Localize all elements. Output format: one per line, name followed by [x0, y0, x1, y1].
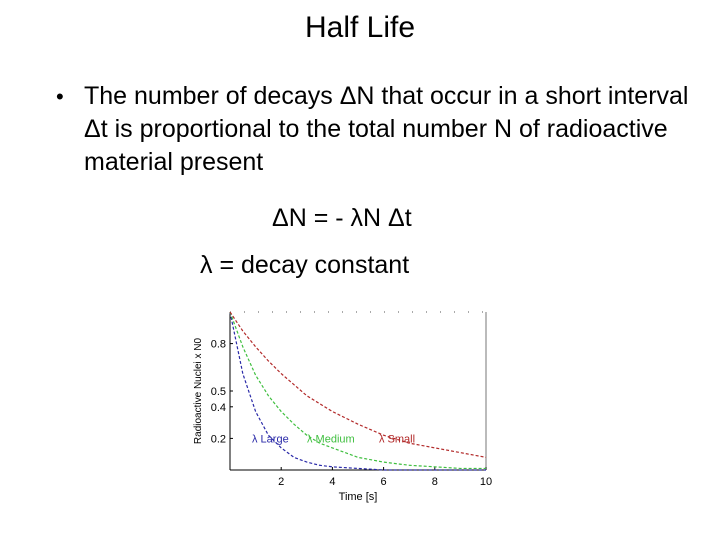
slide-title: Half Life — [304, 11, 416, 44]
bullet-point — [56, 80, 696, 179]
y-axis-label: Radioactive Nuclei x N0 — [193, 337, 204, 445]
decay-formula: ΔN = - λN Δt — [272, 204, 412, 232]
legend-entry: λ Large — [252, 433, 289, 446]
x-tick-label: 10 — [479, 476, 493, 488]
decay-chart — [188, 300, 518, 515]
series-line — [230, 312, 486, 470]
x-tick-label: 6 — [380, 476, 387, 488]
decay-chart-svg — [188, 300, 518, 515]
y-tick-label: 0.4 — [210, 401, 226, 414]
decay-constant-definition: λ = decay constant — [200, 251, 410, 279]
legend-entry: λ Small — [379, 433, 416, 446]
y-tick-label: 0.8 — [210, 338, 226, 351]
legend-entry: λ Medium — [307, 433, 355, 446]
x-tick-label: 8 — [431, 476, 438, 488]
y-tick-label: 0.5 — [210, 386, 226, 398]
bullet-text: The number of decays ΔN that occur in a short interval Δt is proportional to the total number N of radioactive material present — [84, 82, 689, 176]
x-tick-label: 2 — [278, 476, 285, 488]
y-tick-label: 0.2 — [210, 433, 226, 446]
x-tick-label: 4 — [329, 476, 336, 488]
x-axis-label: Time [s] — [338, 491, 378, 503]
bullet-dot-icon: • — [56, 84, 64, 109]
